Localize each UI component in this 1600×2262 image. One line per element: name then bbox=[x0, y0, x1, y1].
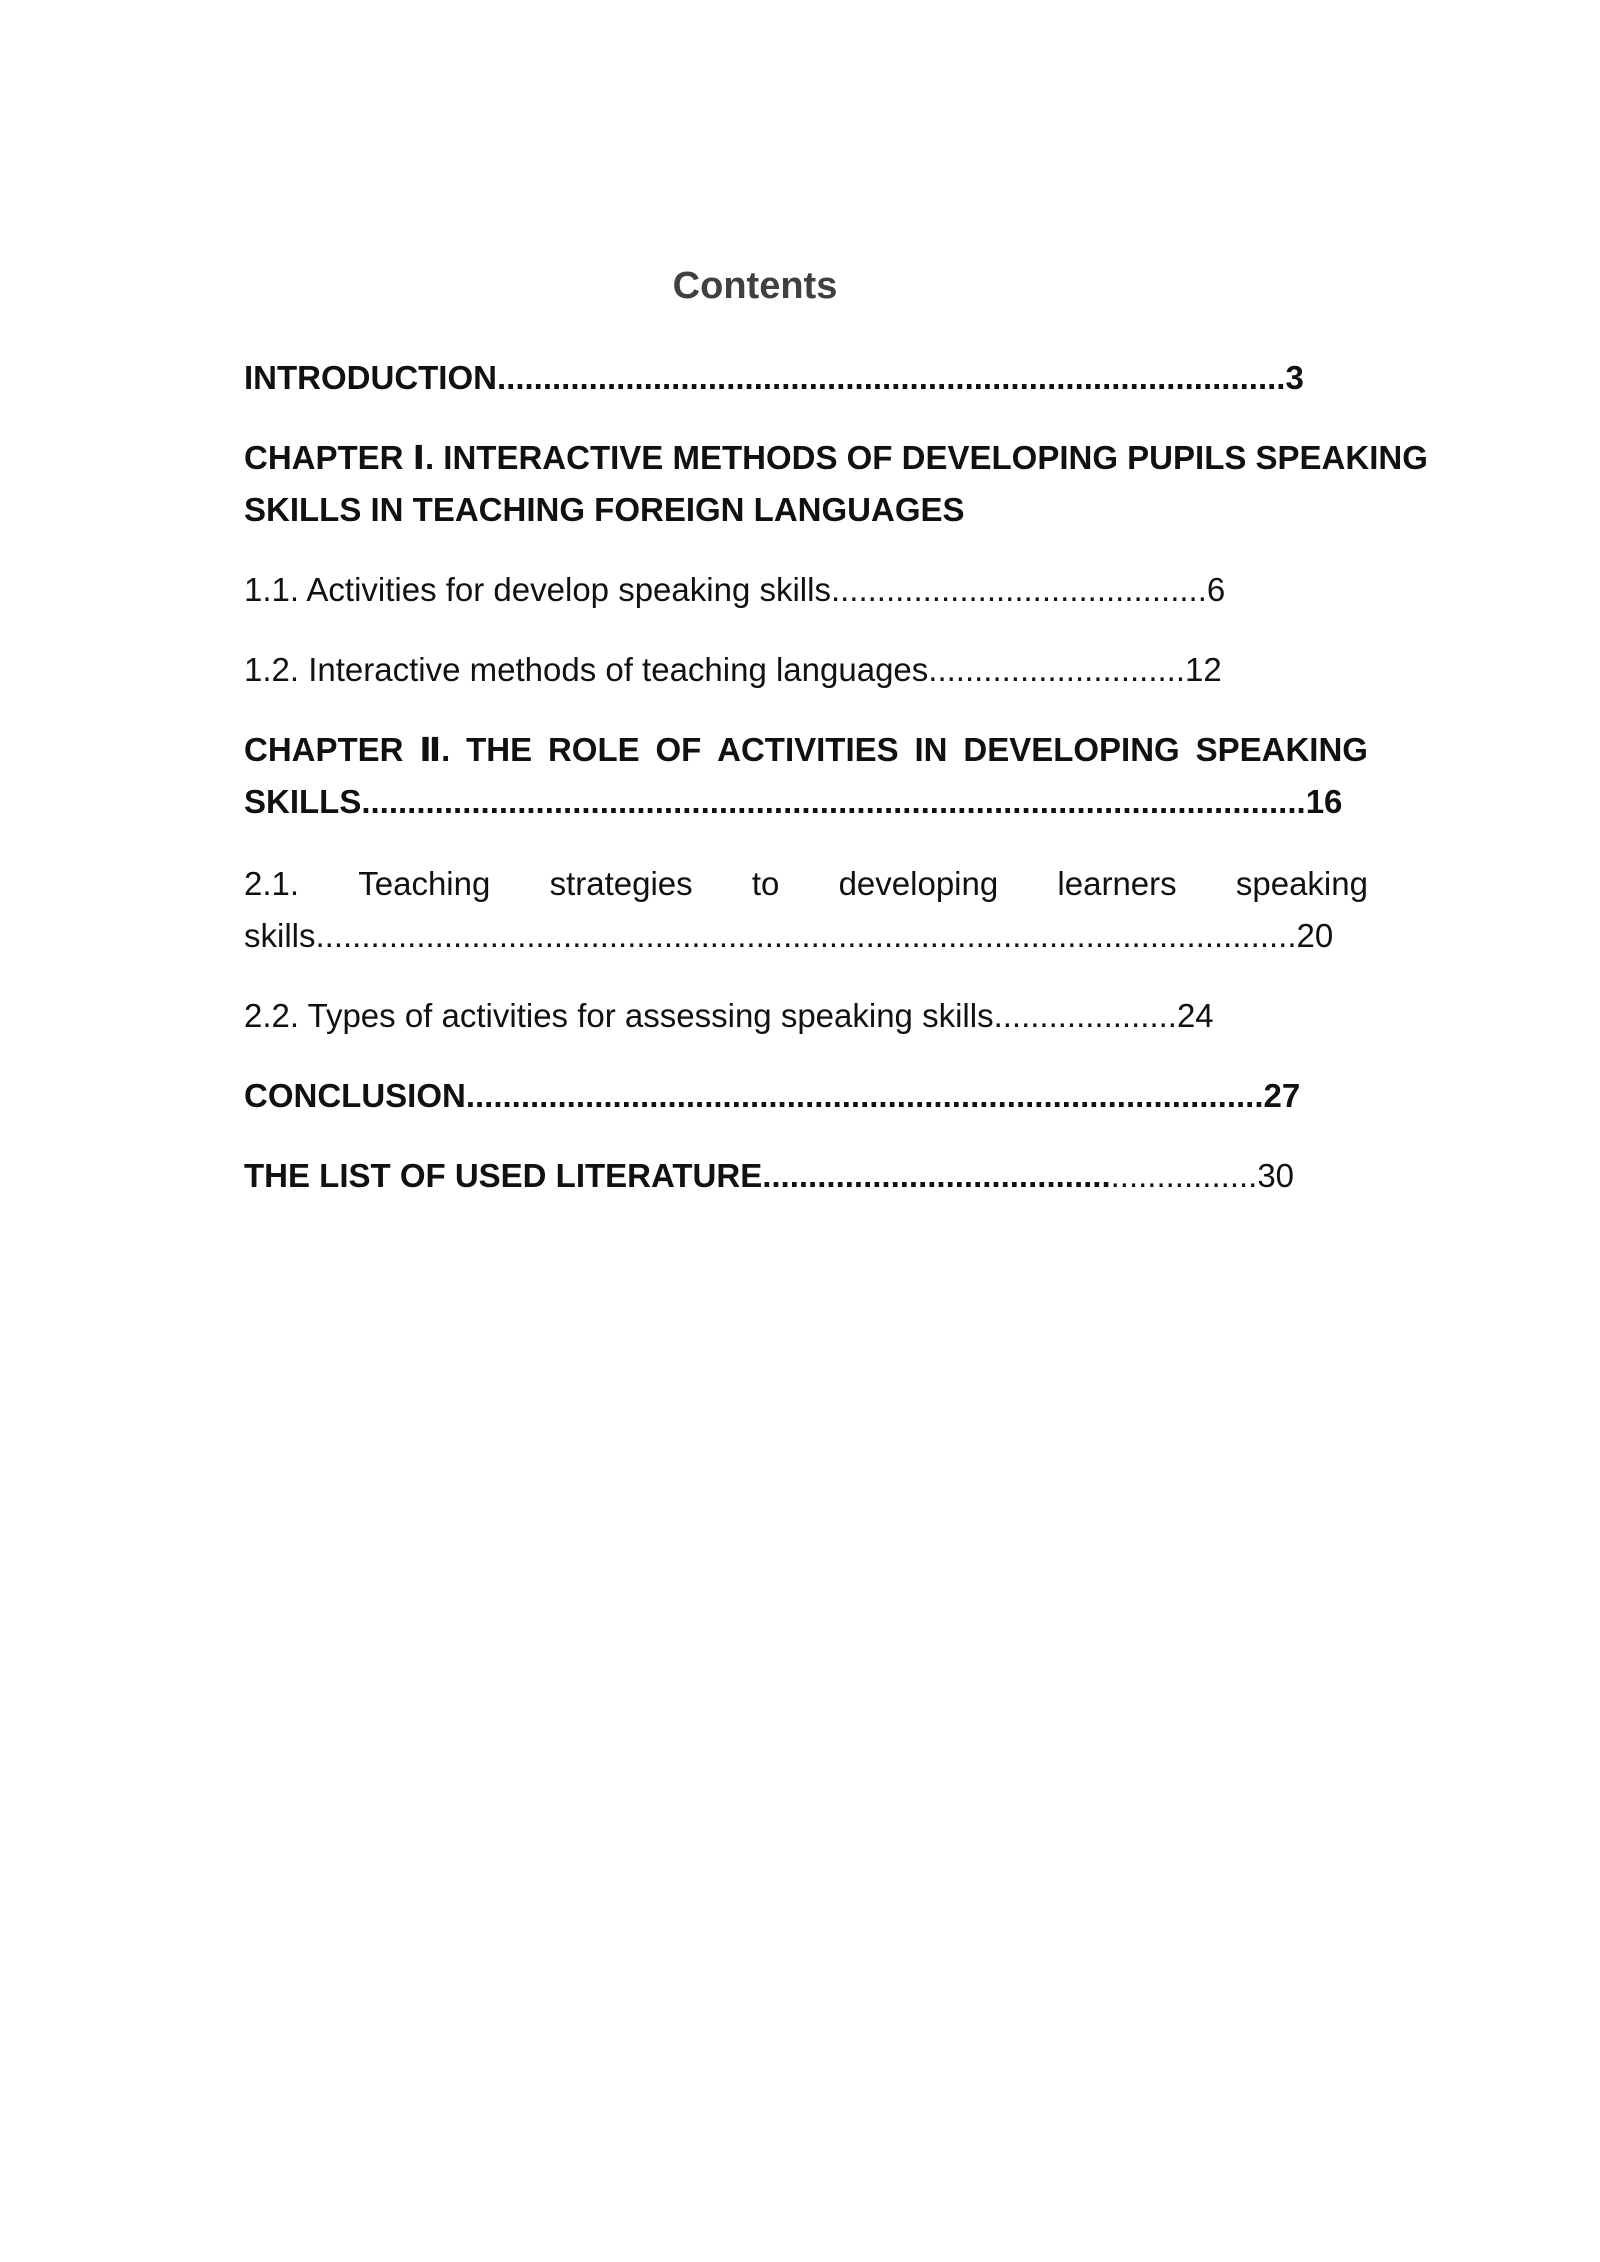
toc-entry-literature bbox=[244, 1150, 1368, 1202]
contents-title: Contents bbox=[672, 265, 838, 307]
toc-entry-line: SKILLS IN TEACHING FOREIGN LANGUAGES bbox=[244, 491, 965, 528]
toc-word: 2.1. bbox=[244, 865, 300, 902]
toc-entry-conclusion bbox=[244, 1070, 1368, 1122]
toc-entry-1-2 bbox=[244, 644, 1368, 696]
toc-entry-introduction bbox=[244, 352, 1368, 404]
toc-entry-text: CONCLUSION....................................................................................... bbox=[244, 1077, 1264, 1114]
toc-word: DEVELOPING bbox=[963, 731, 1180, 768]
toc-word: THE bbox=[466, 731, 533, 768]
toc-word: developing bbox=[838, 865, 999, 902]
toc-word: CHAPTER bbox=[244, 731, 404, 768]
toc-entry-line: CHAPTER Ⅰ. INTERACTIVE METHODS OF DEVELOPING PUPILS SPEAKING bbox=[244, 439, 1428, 476]
toc-word: SPEAKING bbox=[1195, 731, 1368, 768]
toc-word: strategies bbox=[549, 865, 693, 902]
toc-word: ROLE bbox=[547, 731, 640, 768]
toc-entry-chapter-2 bbox=[244, 724, 1368, 828]
toc-entry-line bbox=[244, 776, 1368, 828]
toc-page-number: 16 bbox=[1305, 783, 1343, 820]
toc-entry-line bbox=[244, 910, 1368, 962]
toc-page-number: 24 bbox=[1176, 997, 1214, 1034]
toc-word: IN bbox=[914, 731, 948, 768]
toc-entry-text: 2.2. Types of activities for assessing speaking skills.................... bbox=[244, 997, 1177, 1034]
toc-word: speaking bbox=[1235, 865, 1368, 902]
toc-entry-line bbox=[244, 858, 1368, 910]
toc-entry-2-2 bbox=[244, 990, 1368, 1042]
toc-word: Ⅱ. bbox=[419, 731, 451, 768]
toc-entry-text: THE LIST OF USED LITERATURE...................................... bbox=[244, 1157, 1111, 1194]
toc-word: learners bbox=[1057, 865, 1177, 902]
toc-page-number: 12 bbox=[1185, 651, 1222, 688]
toc-entry-text: INTRODUCTION...................................................................................... bbox=[244, 359, 1286, 396]
toc-word: OF bbox=[655, 731, 702, 768]
toc-entry-text: skills........................................................................................................... bbox=[244, 917, 1297, 954]
toc-page-number: 3 bbox=[1285, 359, 1304, 396]
toc-word: ACTIVITIES bbox=[717, 731, 899, 768]
toc-page-number: 20 bbox=[1296, 917, 1334, 954]
toc-entry-line bbox=[244, 724, 1368, 776]
toc-entry-text: SKILLS....................................................................................................... bbox=[244, 783, 1306, 820]
toc-word: Teaching bbox=[358, 865, 491, 902]
toc-entry-text-continuation: ................ bbox=[1110, 1157, 1258, 1194]
toc-page-number: 30 bbox=[1257, 1157, 1295, 1194]
toc-entry-2-1 bbox=[244, 858, 1368, 962]
toc-word: to bbox=[751, 865, 780, 902]
toc-entry-chapter-1 bbox=[244, 432, 1428, 536]
toc-entry-text: 1.2. Interactive methods of teaching languages............................ bbox=[244, 651, 1185, 688]
toc-entry-1-1 bbox=[244, 564, 1368, 616]
toc-page-number: 27 bbox=[1263, 1077, 1301, 1114]
toc-entry-text: 1.1. Activities for develop speaking skills......................................... bbox=[244, 571, 1207, 608]
toc-page-number: 6 bbox=[1206, 571, 1226, 608]
